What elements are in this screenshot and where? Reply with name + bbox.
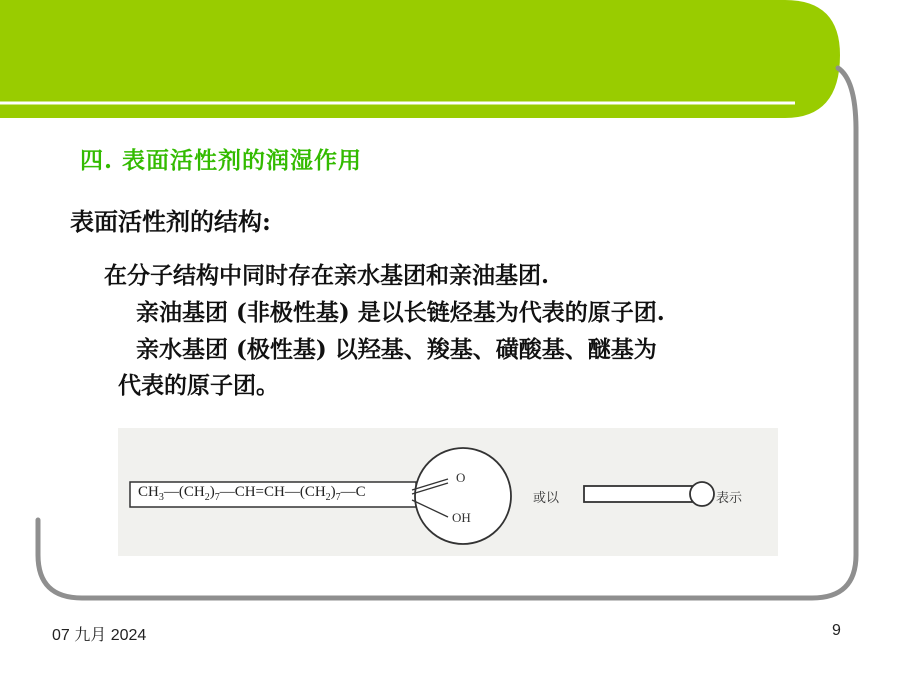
or-label: 或以	[533, 490, 560, 505]
simplified-tail-box	[584, 486, 692, 502]
hydroxyl-label: OH	[452, 510, 471, 525]
simplified-head-circle	[690, 482, 714, 506]
represent-label: 表示	[716, 490, 743, 505]
page-number: 9	[832, 622, 841, 639]
oxygen-label: O	[456, 470, 466, 485]
chemical-formula: $CH_3—(CH_2)_7—CH=CH—(CH_2)_7—C$	[138, 484, 366, 503]
footer-date: 07 九月 2024	[52, 627, 147, 644]
body-line-4: 代表的原子团。	[118, 372, 279, 399]
body-line-3: 亲水基团 (极性基) 以羟基、羧基、磺酸基、醚基为	[136, 336, 657, 363]
body-line-2: 亲油基团 (非极性基) 是以长链烃基为代表的原子团.	[136, 299, 665, 326]
slide-title: 四. 表面活性剂的润湿作用	[80, 147, 363, 174]
section-heading: 表面活性剂的结构:	[70, 207, 271, 236]
body-line-1: 在分子结构中同时存在亲水基团和亲油基团.	[104, 262, 550, 289]
hydrophilic-head-circle	[415, 448, 511, 544]
